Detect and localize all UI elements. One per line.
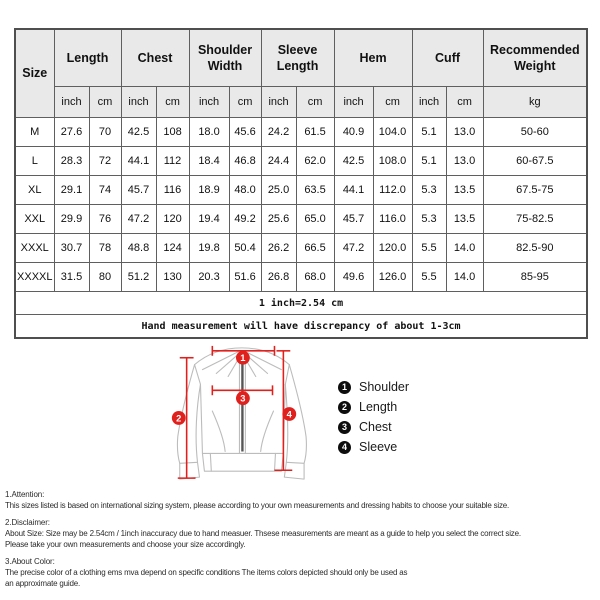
col-header-cuff: Cuff xyxy=(412,29,483,87)
measurement-cell: 19.8 xyxy=(189,234,229,263)
measurement-cell: 5.3 xyxy=(412,205,446,234)
note-about-color-line-1: The precise color of a clothing ems mva depend on specific conditions The items colors depicted should only be used as xyxy=(5,568,408,577)
measurement-cell: 120 xyxy=(156,205,189,234)
note-attention-line: This sizes listed is based on international sizing system, please according to your own measurements and dressing habits to choose your suitable size. xyxy=(5,501,510,510)
size-row-L xyxy=(15,147,587,176)
legend-marker-4-icon: 4 xyxy=(338,441,351,454)
marker-4-number: 4 xyxy=(286,409,292,420)
measurement-cell: 26.2 xyxy=(261,234,296,263)
measurement-cell: 18.9 xyxy=(189,176,229,205)
measurement-cell: 74 xyxy=(89,176,121,205)
measurement-cell: 24.2 xyxy=(261,118,296,147)
unit-cell: inch xyxy=(121,87,156,118)
measurement-cell: 78 xyxy=(89,234,121,263)
size-label: XL xyxy=(15,176,54,205)
unit-cell: cm xyxy=(156,87,189,118)
measurement-cell: 25.6 xyxy=(261,205,296,234)
measurement-cell: 13.5 xyxy=(446,176,483,205)
measurement-cell: 26.8 xyxy=(261,263,296,292)
measurement-cell: 48.8 xyxy=(121,234,156,263)
measurement-discrepancy-note: Hand measurement will have discrepancy of about 1-3cm xyxy=(15,315,587,339)
measurement-cell: 82.5-90 xyxy=(483,234,587,263)
marker-2-number: 2 xyxy=(176,413,182,424)
legend-item-length xyxy=(338,400,409,414)
size-chart-table xyxy=(14,28,588,339)
col-header-shoulder-width: Shoulder Width xyxy=(189,29,261,87)
measurement-cell: 27.6 xyxy=(54,118,89,147)
legend-item-chest xyxy=(338,420,409,434)
measurement-cell: 70 xyxy=(89,118,121,147)
measurement-cell: 50.4 xyxy=(229,234,261,263)
size-rows xyxy=(15,118,587,292)
measurement-cell: 116.0 xyxy=(373,205,412,234)
col-header-size: Size xyxy=(15,29,54,118)
unit-cell: cm xyxy=(89,87,121,118)
measurement-cell: 104.0 xyxy=(373,118,412,147)
unit-cell: kg xyxy=(483,87,587,118)
header-group-row xyxy=(15,29,587,87)
measurement-cell: 108.0 xyxy=(373,147,412,176)
unit-cell: inch xyxy=(54,87,89,118)
measurement-cell: 18.4 xyxy=(189,147,229,176)
unit-cell: inch xyxy=(261,87,296,118)
measurement-cell: 5.1 xyxy=(412,147,446,176)
measurement-cell: 30.7 xyxy=(54,234,89,263)
size-row-XXL xyxy=(15,205,587,234)
measurement-cell: 61.5 xyxy=(296,118,334,147)
legend-item-shoulder xyxy=(338,380,409,394)
footnote-row-inch-conversion xyxy=(15,292,587,315)
measurement-cell: 126.0 xyxy=(373,263,412,292)
size-row-XXXL xyxy=(15,234,587,263)
measurement-cell: 72 xyxy=(89,147,121,176)
unit-cell: cm xyxy=(229,87,261,118)
measurement-cell: 50-60 xyxy=(483,118,587,147)
measurement-cell: 5.5 xyxy=(412,234,446,263)
jacket-diagram-svg xyxy=(150,338,322,488)
measurement-cell: 65.0 xyxy=(296,205,334,234)
measurement-cell: 112.0 xyxy=(373,176,412,205)
size-label: XXL xyxy=(15,205,54,234)
measurement-cell: 46.8 xyxy=(229,147,261,176)
measurement-cell: 45.7 xyxy=(334,205,373,234)
size-row-M xyxy=(15,118,587,147)
measurement-cell: 45.6 xyxy=(229,118,261,147)
legend-label-shoulder: Shoulder xyxy=(359,380,410,394)
measurement-cell: 75-82.5 xyxy=(483,205,587,234)
unit-cell: inch xyxy=(412,87,446,118)
legend-marker-1-icon: 1 xyxy=(338,381,351,394)
unit-cell: inch xyxy=(189,87,229,118)
legend-label-sleeve: Sleeve xyxy=(359,440,398,454)
measurement-cell: 13.5 xyxy=(446,205,483,234)
measurement-cell: 62.0 xyxy=(296,147,334,176)
diagram-legend xyxy=(338,380,409,460)
measurement-cell: 18.0 xyxy=(189,118,229,147)
note-disclaimer-line-2: Please take your own measurements and choose your size accordingly. xyxy=(5,540,246,549)
col-header-chest: Chest xyxy=(121,29,189,87)
measurement-cell: 80 xyxy=(89,263,121,292)
measurement-cell: 28.3 xyxy=(54,147,89,176)
measure-markers xyxy=(172,351,296,425)
measurement-cell: 49.6 xyxy=(334,263,373,292)
header-unit-row xyxy=(15,87,587,118)
measurement-cell: 60-67.5 xyxy=(483,147,587,176)
size-chart xyxy=(14,28,588,339)
measurement-cell: 14.0 xyxy=(446,263,483,292)
size-label: XXXL xyxy=(15,234,54,263)
measurement-cell: 45.7 xyxy=(121,176,156,205)
size-row-XXXXL xyxy=(15,263,587,292)
measurement-cell: 85-95 xyxy=(483,263,587,292)
legend-item-sleeve xyxy=(338,440,409,454)
measurement-cell: 5.3 xyxy=(412,176,446,205)
col-header-length: Length xyxy=(54,29,121,87)
size-row-XL xyxy=(15,176,587,205)
col-header-recommended-weight: Recommended Weight xyxy=(483,29,587,87)
measurement-cell: 44.1 xyxy=(121,147,156,176)
measurement-cell: 76 xyxy=(89,205,121,234)
measurement-cell: 42.5 xyxy=(334,147,373,176)
note-about-color-title: 3.About Color: xyxy=(5,557,55,566)
measurement-cell: 25.0 xyxy=(261,176,296,205)
note-attention xyxy=(5,489,599,511)
measurement-cell: 66.5 xyxy=(296,234,334,263)
measurement-cell: 63.5 xyxy=(296,176,334,205)
measurement-cell: 31.5 xyxy=(54,263,89,292)
measurement-cell: 42.5 xyxy=(121,118,156,147)
measurement-cell: 13.0 xyxy=(446,147,483,176)
measurement-cell: 5.1 xyxy=(412,118,446,147)
note-attention-title: 1.Attention: xyxy=(5,490,45,499)
measurement-cell: 51.2 xyxy=(121,263,156,292)
measurement-cell: 116 xyxy=(156,176,189,205)
measurement-cell: 130 xyxy=(156,263,189,292)
measurement-cell: 112 xyxy=(156,147,189,176)
measurement-cell: 67.5-75 xyxy=(483,176,587,205)
inch-conversion-note: 1 inch=2.54 cm xyxy=(15,292,587,315)
measurement-cell: 20.3 xyxy=(189,263,229,292)
measurement-cell: 47.2 xyxy=(121,205,156,234)
legend-marker-3-icon: 3 xyxy=(338,421,351,434)
measurement-cell: 5.5 xyxy=(412,263,446,292)
measurement-diagram xyxy=(0,338,600,488)
marker-1-number: 1 xyxy=(240,353,246,364)
measurement-cell: 44.1 xyxy=(334,176,373,205)
legend-label-length: Length xyxy=(359,400,398,414)
measurement-cell: 49.2 xyxy=(229,205,261,234)
unit-cell: cm xyxy=(446,87,483,118)
measurement-cell: 120.0 xyxy=(373,234,412,263)
measurement-cell: 29.1 xyxy=(54,176,89,205)
unit-cell: cm xyxy=(296,87,334,118)
measurement-cell: 24.4 xyxy=(261,147,296,176)
note-about-color-line-2: an approximate guide. xyxy=(5,579,80,588)
size-label: M xyxy=(15,118,54,147)
unit-cell: inch xyxy=(334,87,373,118)
measurement-cell: 124 xyxy=(156,234,189,263)
unit-cell: cm xyxy=(373,87,412,118)
note-disclaimer xyxy=(5,517,599,550)
size-label: XXXXL xyxy=(15,263,54,292)
note-disclaimer-line-1: About Size: Size may be 2.54cm / 1inch inaccuracy due to hand measuer. Thsese measurements are meant as a guide to help you select the correct size. xyxy=(5,529,521,538)
measurement-cell: 68.0 xyxy=(296,263,334,292)
note-about-color xyxy=(5,556,599,589)
footnote-row-discrepancy xyxy=(15,315,587,339)
note-disclaimer-title: 2.Disclaimer: xyxy=(5,518,50,527)
measurement-cell: 29.9 xyxy=(54,205,89,234)
marker-3-number: 3 xyxy=(240,393,246,404)
measurement-cell: 13.0 xyxy=(446,118,483,147)
col-header-sleeve-length: Sleeve Length xyxy=(261,29,334,87)
measurement-cell: 48.0 xyxy=(229,176,261,205)
measurement-cell: 108 xyxy=(156,118,189,147)
legend-marker-2-icon: 2 xyxy=(338,401,351,414)
measurement-cell: 14.0 xyxy=(446,234,483,263)
notes xyxy=(5,489,599,595)
legend-label-chest: Chest xyxy=(359,420,392,434)
measurement-cell: 19.4 xyxy=(189,205,229,234)
col-header-hem: Hem xyxy=(334,29,412,87)
size-label: L xyxy=(15,147,54,176)
measurement-cell: 51.6 xyxy=(229,263,261,292)
measurement-cell: 40.9 xyxy=(334,118,373,147)
measurement-cell: 47.2 xyxy=(334,234,373,263)
